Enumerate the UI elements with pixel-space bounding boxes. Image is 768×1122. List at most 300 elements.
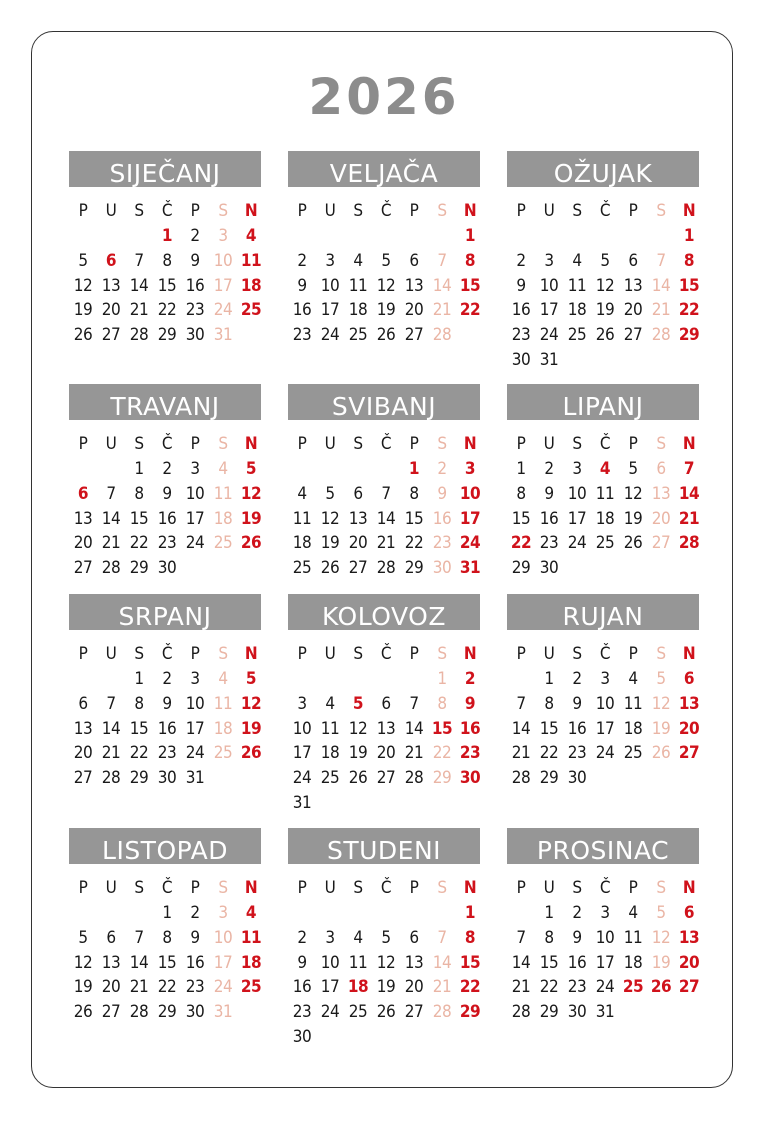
- month-name: LIPANJ: [507, 384, 699, 420]
- weekday-label: S: [218, 201, 228, 221]
- day: 21: [678, 508, 700, 529]
- day: 30: [157, 768, 177, 789]
- month-name: SVIBANJ: [288, 384, 480, 420]
- day: 25: [240, 977, 262, 998]
- day: 18: [623, 952, 643, 973]
- day: 18: [213, 718, 233, 739]
- day: 24: [539, 325, 559, 346]
- day: 13: [404, 275, 424, 296]
- day: 2: [437, 459, 447, 479]
- day: 24: [459, 533, 481, 554]
- day: 7: [381, 483, 391, 504]
- day: 25: [292, 558, 312, 579]
- day: 13: [678, 927, 700, 948]
- weekday-label: U: [543, 201, 555, 221]
- day: 8: [162, 927, 172, 948]
- day: 2: [297, 250, 307, 271]
- weekday-label: P: [78, 878, 88, 898]
- day: 31: [213, 1002, 233, 1023]
- day: 6: [105, 250, 117, 271]
- day: 5: [325, 483, 335, 504]
- day: 3: [190, 459, 200, 479]
- day: 4: [628, 669, 638, 689]
- day: 12: [240, 483, 262, 504]
- day: 16: [185, 275, 205, 296]
- day: 24: [595, 977, 615, 998]
- day: 24: [213, 977, 233, 998]
- day: 22: [459, 300, 481, 321]
- day: 25: [622, 977, 644, 998]
- day: 13: [101, 275, 121, 296]
- month-studeni: [288, 828, 480, 1064]
- day: 30: [511, 350, 531, 370]
- month-name: SRPANJ: [69, 594, 261, 630]
- day: 2: [544, 459, 554, 479]
- day: 2: [572, 903, 582, 923]
- day: 15: [459, 952, 481, 973]
- month-grid: [288, 864, 480, 1064]
- weekday-label: P: [516, 201, 526, 221]
- day: 8: [544, 927, 554, 948]
- day: 4: [245, 226, 257, 246]
- day: 26: [595, 325, 615, 346]
- day: 22: [539, 743, 559, 764]
- day: 21: [129, 977, 149, 998]
- day: 23: [292, 1002, 312, 1023]
- day: 14: [129, 275, 149, 296]
- weekday-label: S: [218, 644, 228, 664]
- day: 12: [376, 952, 396, 973]
- day: 23: [511, 325, 531, 346]
- day: 10: [595, 927, 615, 948]
- day: 7: [409, 693, 419, 714]
- month-name: PROSINAC: [507, 828, 699, 864]
- month-grid: [507, 864, 699, 1064]
- weekday-label: S: [572, 644, 582, 664]
- day: 24: [320, 1002, 340, 1023]
- day: 17: [320, 300, 340, 321]
- weekday-label: S: [437, 644, 447, 664]
- day: 21: [101, 533, 121, 554]
- weekday-label: N: [682, 434, 696, 454]
- day: 12: [651, 927, 671, 948]
- month-name: TRAVANJ: [69, 384, 261, 420]
- weekday-label: U: [105, 201, 117, 221]
- day: 25: [567, 325, 587, 346]
- day: 6: [106, 927, 116, 948]
- weekday-label: S: [572, 434, 582, 454]
- day: 18: [348, 300, 368, 321]
- day: 12: [73, 275, 93, 296]
- day: 12: [376, 275, 396, 296]
- weekday-label: Č: [599, 434, 611, 454]
- day: 2: [297, 927, 307, 948]
- day: 26: [73, 1002, 93, 1023]
- day: 20: [623, 300, 643, 321]
- day: 29: [539, 1002, 559, 1023]
- day: 14: [511, 718, 531, 739]
- day: 12: [651, 693, 671, 714]
- weekday-label: Č: [599, 644, 611, 664]
- weekday-label: S: [218, 878, 228, 898]
- day: 1: [162, 903, 172, 923]
- day: 14: [432, 275, 452, 296]
- weekday-label: U: [105, 644, 117, 664]
- day: 9: [544, 483, 554, 504]
- day: 8: [134, 693, 144, 714]
- day: 7: [134, 927, 144, 948]
- day: 19: [595, 300, 615, 321]
- day: 12: [73, 952, 93, 973]
- day: 3: [325, 927, 335, 948]
- day: 4: [572, 250, 582, 271]
- day: 15: [678, 275, 700, 296]
- day: 3: [464, 459, 476, 479]
- day: 2: [162, 669, 172, 689]
- day: 19: [73, 300, 93, 321]
- day: 7: [516, 927, 526, 948]
- weekday-label: N: [244, 434, 258, 454]
- day: 1: [437, 669, 447, 689]
- day: 21: [511, 977, 531, 998]
- day: 29: [539, 768, 559, 789]
- day: 28: [129, 1002, 149, 1023]
- day: 12: [623, 483, 643, 504]
- day: 5: [381, 927, 391, 948]
- day: 17: [595, 952, 615, 973]
- weekday-label: S: [134, 201, 144, 221]
- day: 21: [376, 533, 396, 554]
- weekday-label: P: [297, 878, 307, 898]
- day: 25: [348, 1002, 368, 1023]
- day: 9: [297, 952, 307, 973]
- day: 13: [348, 508, 368, 529]
- day: 2: [162, 459, 172, 479]
- day: 18: [623, 718, 643, 739]
- day: 3: [600, 903, 610, 923]
- day: 6: [628, 250, 638, 271]
- weekday-label: P: [628, 201, 638, 221]
- weekday-label: U: [324, 434, 336, 454]
- day: 17: [320, 977, 340, 998]
- day: 17: [213, 275, 233, 296]
- day: 19: [240, 718, 262, 739]
- weekday-label: N: [682, 878, 696, 898]
- day: 5: [628, 459, 638, 479]
- month-grid: [507, 630, 699, 830]
- weekday-label: S: [134, 644, 144, 664]
- day: 18: [595, 508, 615, 529]
- day: 22: [129, 743, 149, 764]
- day: 29: [511, 558, 531, 579]
- day: 1: [544, 903, 554, 923]
- day: 18: [320, 743, 340, 764]
- day: 31: [595, 1002, 615, 1023]
- day: 10: [567, 483, 587, 504]
- day: 7: [656, 250, 666, 271]
- day: 11: [213, 483, 233, 504]
- day: 18: [292, 533, 312, 554]
- day: 27: [376, 768, 396, 789]
- day: 17: [292, 743, 312, 764]
- month-name: RUJAN: [507, 594, 699, 630]
- day: 16: [567, 718, 587, 739]
- month-grid: [288, 187, 480, 387]
- day: 11: [320, 718, 340, 739]
- day: 13: [623, 275, 643, 296]
- day: 28: [432, 325, 452, 346]
- day: 26: [240, 533, 262, 554]
- day: 6: [683, 669, 695, 689]
- day: 19: [623, 508, 643, 529]
- day: 20: [404, 300, 424, 321]
- day: 20: [404, 977, 424, 998]
- day: 19: [376, 977, 396, 998]
- day: 19: [73, 977, 93, 998]
- day: 14: [511, 952, 531, 973]
- day: 30: [432, 558, 452, 579]
- weekday-label: N: [463, 434, 477, 454]
- day: 16: [292, 977, 312, 998]
- weekday-label: S: [218, 434, 228, 454]
- weekday-label: S: [437, 201, 447, 221]
- day: 7: [437, 927, 447, 948]
- day: 28: [651, 325, 671, 346]
- day: 21: [432, 977, 452, 998]
- day: 23: [567, 977, 587, 998]
- day: 14: [376, 508, 396, 529]
- day: 28: [678, 533, 700, 554]
- month-grid: [288, 630, 480, 830]
- day: 30: [459, 768, 481, 789]
- month-name: LISTOPAD: [69, 828, 261, 864]
- day: 25: [595, 533, 615, 554]
- day: 21: [129, 300, 149, 321]
- day: 14: [101, 718, 121, 739]
- day: 10: [459, 483, 481, 504]
- day: 13: [404, 952, 424, 973]
- weekday-label: S: [656, 878, 666, 898]
- day: 29: [129, 768, 149, 789]
- weekday-label: P: [190, 434, 200, 454]
- day: 18: [213, 508, 233, 529]
- day: 31: [185, 768, 205, 789]
- weekday-label: P: [190, 878, 200, 898]
- day: 26: [376, 1002, 396, 1023]
- day: 20: [678, 952, 700, 973]
- day: 31: [292, 793, 312, 813]
- day: 3: [297, 693, 307, 714]
- day: 1: [134, 459, 144, 479]
- day: 10: [595, 693, 615, 714]
- day: 16: [157, 718, 177, 739]
- day: 14: [678, 483, 700, 504]
- day: 10: [185, 483, 205, 504]
- weekday-label: Č: [161, 644, 173, 664]
- weekday-label: S: [437, 878, 447, 898]
- day: 17: [459, 508, 481, 529]
- day: 11: [348, 952, 368, 973]
- weekday-label: U: [324, 878, 336, 898]
- day: 1: [161, 226, 173, 246]
- day: 6: [78, 693, 88, 714]
- day: 11: [348, 275, 368, 296]
- day: 8: [516, 483, 526, 504]
- weekday-label: S: [353, 434, 363, 454]
- day: 4: [245, 903, 257, 923]
- day: 29: [129, 558, 149, 579]
- day: 12: [348, 718, 368, 739]
- day: 21: [101, 743, 121, 764]
- day: 9: [516, 275, 526, 296]
- day: 11: [213, 693, 233, 714]
- month-name: SIJEČANJ: [69, 151, 261, 187]
- day: 5: [656, 903, 666, 923]
- month-veljača: [288, 151, 480, 387]
- day: 19: [376, 300, 396, 321]
- day: 13: [678, 693, 700, 714]
- day: 21: [651, 300, 671, 321]
- day: 4: [218, 459, 228, 479]
- day: 11: [623, 927, 643, 948]
- weekday-label: P: [516, 878, 526, 898]
- weekday-label: S: [656, 434, 666, 454]
- day: 16: [157, 508, 177, 529]
- day: 27: [101, 1002, 121, 1023]
- weekday-label: Č: [380, 434, 392, 454]
- weekday-label: P: [516, 644, 526, 664]
- day: 14: [129, 952, 149, 973]
- day: 13: [73, 508, 93, 529]
- day: 19: [651, 718, 671, 739]
- day: 16: [567, 952, 587, 973]
- month-svibanj: [288, 384, 480, 620]
- day: 24: [213, 300, 233, 321]
- day: 2: [516, 250, 526, 271]
- day: 3: [600, 669, 610, 689]
- day: 15: [129, 718, 149, 739]
- month-srpanj: [69, 594, 261, 830]
- weekday-label: N: [244, 201, 258, 221]
- day: 2: [190, 903, 200, 923]
- day: 11: [595, 483, 615, 504]
- month-grid: [69, 864, 261, 1064]
- day: 26: [320, 558, 340, 579]
- day: 7: [516, 693, 526, 714]
- month-grid: [507, 420, 699, 620]
- month-name: STUDENI: [288, 828, 480, 864]
- day: 13: [376, 718, 396, 739]
- day: 23: [185, 300, 205, 321]
- day: 17: [185, 508, 205, 529]
- day: 23: [185, 977, 205, 998]
- weekday-label: U: [324, 644, 336, 664]
- day: 1: [408, 459, 420, 479]
- day: 3: [218, 226, 228, 246]
- day: 30: [185, 1002, 205, 1023]
- day: 29: [404, 558, 424, 579]
- weekday-label: S: [656, 644, 666, 664]
- day: 27: [404, 325, 424, 346]
- month-grid: [507, 187, 699, 387]
- weekday-label: P: [409, 878, 419, 898]
- day: 28: [101, 768, 121, 789]
- day: 26: [651, 743, 671, 764]
- day: 29: [157, 325, 177, 346]
- month-grid: [288, 420, 480, 620]
- day: 4: [599, 459, 611, 479]
- day: 7: [134, 250, 144, 271]
- day: 26: [376, 325, 396, 346]
- day: 5: [245, 669, 257, 689]
- day: 31: [459, 558, 481, 579]
- month-name: VELJAČA: [288, 151, 480, 187]
- day: 2: [572, 669, 582, 689]
- weekday-label: N: [463, 201, 477, 221]
- day: 18: [567, 300, 587, 321]
- day: 15: [539, 718, 559, 739]
- weekday-label: S: [572, 201, 582, 221]
- day: 25: [213, 743, 233, 764]
- day: 20: [678, 718, 700, 739]
- month-grid: [69, 420, 261, 620]
- day: 8: [162, 250, 172, 271]
- weekday-label: P: [190, 201, 200, 221]
- day: 3: [544, 250, 554, 271]
- day: 14: [651, 275, 671, 296]
- weekday-label: P: [409, 644, 419, 664]
- day: 22: [157, 300, 177, 321]
- day: 4: [325, 693, 335, 714]
- day: 17: [539, 300, 559, 321]
- day: 11: [240, 250, 262, 271]
- weekday-label: S: [656, 201, 666, 221]
- day: 20: [651, 508, 671, 529]
- month-listopad: [69, 828, 261, 1064]
- day: 24: [292, 768, 312, 789]
- weekday-label: N: [463, 878, 477, 898]
- day: 14: [432, 952, 452, 973]
- day: 13: [651, 483, 671, 504]
- weekday-label: Č: [380, 644, 392, 664]
- weekday-label: Č: [161, 434, 173, 454]
- weekday-label: S: [134, 434, 144, 454]
- day: 21: [432, 300, 452, 321]
- day: 1: [544, 669, 554, 689]
- day: 16: [459, 718, 481, 739]
- day: 10: [292, 718, 312, 739]
- day: 9: [162, 483, 172, 504]
- day: 4: [353, 927, 363, 948]
- day: 26: [623, 533, 643, 554]
- day: 28: [404, 768, 424, 789]
- month-lipanj: [507, 384, 699, 620]
- day: 1: [516, 459, 526, 479]
- weekday-label: P: [297, 434, 307, 454]
- day: 15: [511, 508, 531, 529]
- weekday-label: Č: [161, 201, 173, 221]
- day: 17: [595, 718, 615, 739]
- day: 9: [572, 693, 582, 714]
- weekday-label: U: [543, 878, 555, 898]
- day: 15: [404, 508, 424, 529]
- day: 4: [297, 483, 307, 504]
- day: 1: [134, 669, 144, 689]
- day: 3: [325, 250, 335, 271]
- day: 24: [595, 743, 615, 764]
- day: 3: [190, 669, 200, 689]
- day: 25: [320, 768, 340, 789]
